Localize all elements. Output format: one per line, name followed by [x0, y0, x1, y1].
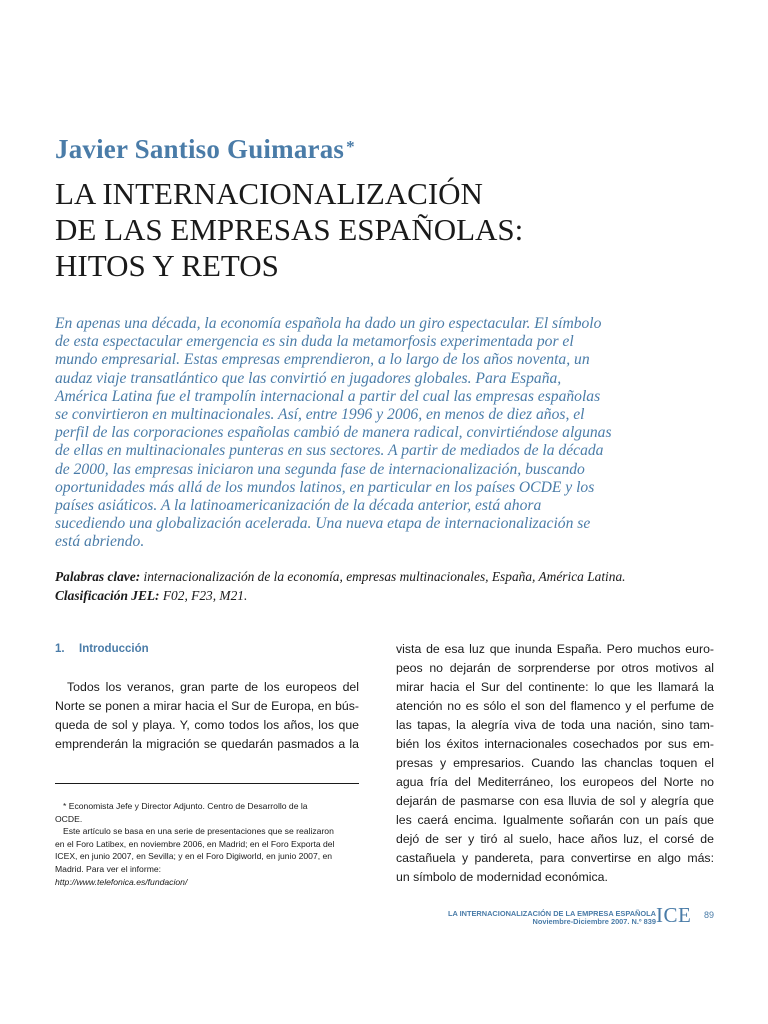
footnote-line: Este artículo se basa en una serie de presentaciones que se realizaron [63, 826, 334, 837]
section-heading [55, 643, 149, 655]
body-line: mirar hacia el Sur del continente: lo que les llamará la [396, 680, 714, 694]
body-line: les caerá encima. Igualmente soñarán con un país que [396, 813, 714, 827]
title-line: HITOS Y RETOS [55, 248, 279, 283]
footnote-line: en el Foro Latibex, en noviembre 2006, en Madrid; en el Foro Exporta del [55, 838, 335, 849]
keywords-label: Palabras clave: [55, 569, 141, 584]
footnotes [55, 800, 359, 888]
abstract-line: América Latina fue el trampolín internacional a partir del cual las empresas españolas [55, 387, 601, 405]
abstract-line: de esta espectacular emergencia es sin duda la metamorfosis experimentada por el [55, 333, 574, 351]
abstract-line: países asiáticos. A la latinoamericanización de la década anterior, está ahora [55, 497, 542, 515]
footnote-line: OCDE. [55, 813, 83, 824]
body-line: castañuela y pandereta, para convertirse en algo más: [396, 851, 714, 865]
body-line: queda de sol y playa. Y, como todos los años, los que [55, 718, 359, 732]
jel-line [55, 586, 745, 605]
abstract-line: sucediendo una globalización acelerada. Una nueva etapa de internacionalización se [55, 515, 591, 533]
abstract-line: En apenas una década, la economía española ha dado un giro espectacular. El símbolo [55, 315, 602, 332]
abstract-line: mundo empresarial. Estas empresas emprendieron, a lo largo de los años noventa, un [55, 351, 590, 369]
section-number: 1. [55, 643, 65, 655]
title-line: LA INTERNACIONALIZACIÓN [55, 176, 483, 211]
footer-journal-info [448, 910, 656, 927]
abstract-line: de 2000, las empresas iniciaron una segunda fase de internacionalización, buscando [55, 460, 585, 478]
footnote-divider [55, 783, 359, 784]
body-line: peos no dejarán de sorprenderse por otros motivos al [396, 661, 714, 675]
abstract [55, 315, 735, 552]
keywords-text: internacionalización de la economía, empresas multinacionales, España, América Latina. [140, 569, 626, 584]
body-column-left [55, 678, 359, 754]
ice-logo: ICE [656, 903, 692, 927]
abstract-line: de ellas en multinacionales punteras en sus sectores. A partir de mediados de la década [55, 442, 604, 460]
body-line: agua fría del Mediterráneo, los europeos del Norte no [396, 775, 714, 789]
keywords-line [55, 567, 745, 586]
body-line: las tapas, la alegría viva de toda una nación, sino tam- [396, 718, 714, 732]
footer-journal-title: LA INTERNACIONALIZACIÓN DE LA EMPRESA ESPAÑOLA [447, 909, 656, 918]
article-title [55, 176, 735, 284]
jel-text: F02, F23, M21. [159, 588, 248, 603]
jel-label: Clasificación JEL: [55, 588, 160, 603]
abstract-line: se convirtieron en multinacionales. Así, entre 1996 y 2006, en menos de diez años, el [55, 406, 585, 424]
abstract-line: audaz viaje transatlántico que las convirtió en jugadores globales. Para España, [55, 369, 562, 387]
body-line: atención no es sólo el son del flamenco y el perfume de [396, 699, 714, 713]
author-name-text: Javier Santiso Guimaras [55, 134, 345, 164]
abstract-line: está abriendo. [55, 533, 145, 551]
body-line: Todos los veranos, gran parte de los europeos del [67, 680, 359, 694]
body-line: presas y empresarios. Cuando las chanclas toquen el [396, 756, 714, 770]
section-title: Introducción [79, 643, 149, 655]
keywords-block [55, 567, 745, 605]
body-column-right [396, 640, 714, 887]
footnote-line: * Economista Jefe y Director Adjunto. Centro de Desarrollo de la [63, 801, 308, 811]
footer-issue: Noviembre-Diciembre 2007. N.º 839 [532, 917, 656, 927]
abstract-line: oportunidades más allá de los mundos latinos, en particular en los países OCDE y los [55, 478, 595, 496]
body-line: un símbolo de modernidad económica. [396, 870, 608, 884]
footnote-line: ICEX, en junio 2007, en Sevilla; y en el Foro Digiworld, en junio 2007, en [55, 851, 333, 862]
report-link[interactable]: http://www.telefonica.es/fundacion/ [55, 876, 188, 887]
title-line: DE LAS EMPRESAS ESPAÑOLAS: [55, 212, 524, 247]
body-line: Norte se ponen a mirar hacia el Sur de Europa, en bús- [55, 699, 359, 713]
author-name [55, 134, 355, 165]
footnote-text: Madrid. Para ver el informe: [55, 863, 162, 874]
author-footnote-mark: * [346, 137, 355, 156]
body-line: emprenderán la migración se quedarán pasmados a la [55, 737, 359, 751]
footnote-line [55, 863, 359, 888]
body-line: dejarán de pasmarse con esa lluvia de sol y alegría que [396, 794, 714, 808]
page-number: 89 [704, 910, 715, 920]
abstract-line: perfil de las corporaciones españolas cambió de manera radical, convirtiéndose algunas [55, 424, 612, 442]
body-line: dejó de ser y tiró al suelo, hace años luz, el corsé de [396, 832, 714, 846]
body-line: vista de esa luz que inunda España. Pero muchos euro- [396, 642, 714, 656]
body-line: bién los éxitos internacionales cosechados por sus em- [396, 737, 714, 751]
